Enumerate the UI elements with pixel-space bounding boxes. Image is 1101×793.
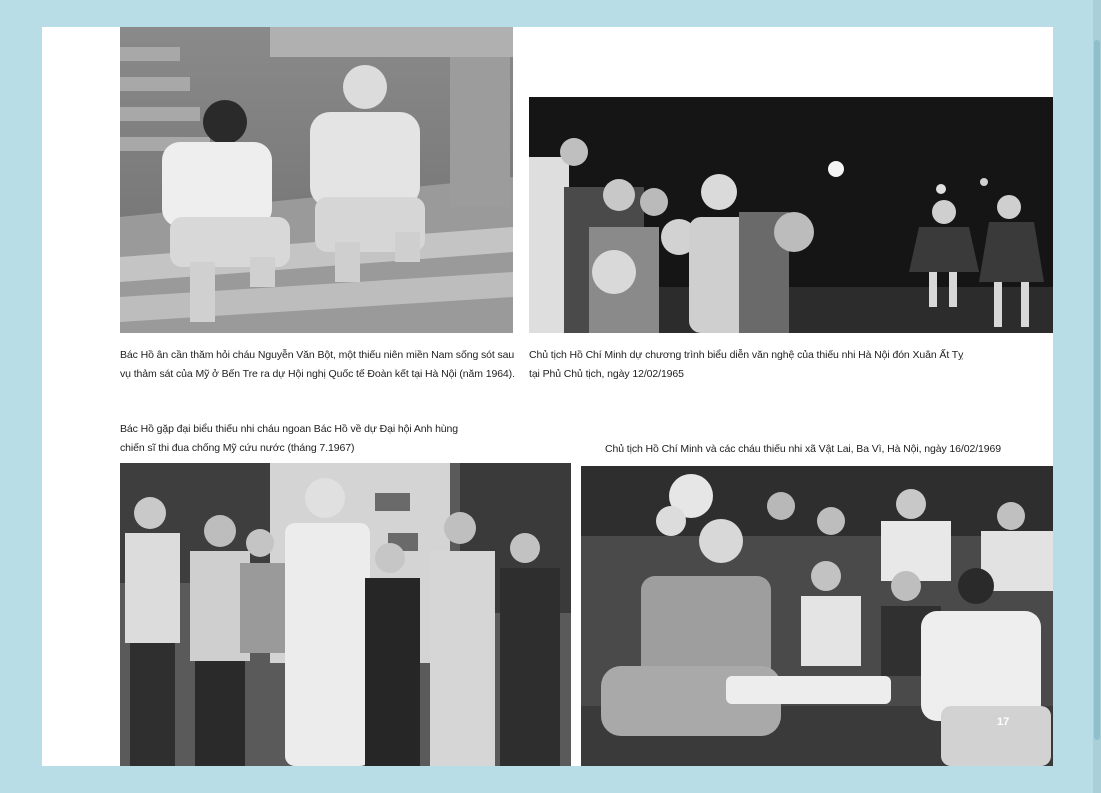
photo-group-portrait	[120, 463, 571, 766]
page-number: 17	[997, 716, 1010, 728]
scrollbar-thumb[interactable]	[1094, 40, 1100, 740]
photo-sitting-with-children	[581, 466, 1053, 766]
caption-top-right-line2: tại Phủ Chủ tịch, ngày 12/02/1965	[529, 368, 684, 380]
photo-night-performance	[529, 97, 1053, 333]
caption-top-right	[529, 346, 963, 384]
caption-top-right-line1: Chủ tịch Hồ Chí Minh dự chương trình biểu diễn văn nghệ của thiếu nhi Hà Nội đón Xuân Ất Tỵ	[529, 349, 964, 361]
caption-top-left-line1: Bác Hồ ân cần thăm hỏi cháu Nguyễn Văn Bột, một thiếu niên miền Nam sống sót sau	[120, 349, 515, 361]
caption-bottom-left-line1: Bác Hồ gặp đại biểu thiếu nhi cháu ngoan Bác Hồ về dự Đại hội Anh hùng	[120, 423, 459, 435]
caption-bottom-right	[605, 440, 1001, 459]
vertical-scrollbar[interactable]	[1093, 0, 1101, 793]
caption-top-left	[120, 346, 515, 384]
document-page	[42, 27, 1053, 766]
caption-bottom-left-line2: chiến sĩ thi đua chống Mỹ cứu nước (tháng 7.1967)	[120, 442, 355, 454]
photo-steps	[120, 27, 513, 333]
caption-top-left-line2: vụ thảm sát của Mỹ ở Bến Tre ra dự Hội nghị Quốc tế Đoàn kết tại Hà Nội (năm 1964).	[120, 368, 515, 380]
caption-bottom-left	[120, 420, 458, 458]
caption-bottom-right-line1: Chủ tịch Hồ Chí Minh và các cháu thiếu nhi xã Vật Lai, Ba Vì, Hà Nội, ngày 16/02/1969	[605, 443, 1001, 455]
